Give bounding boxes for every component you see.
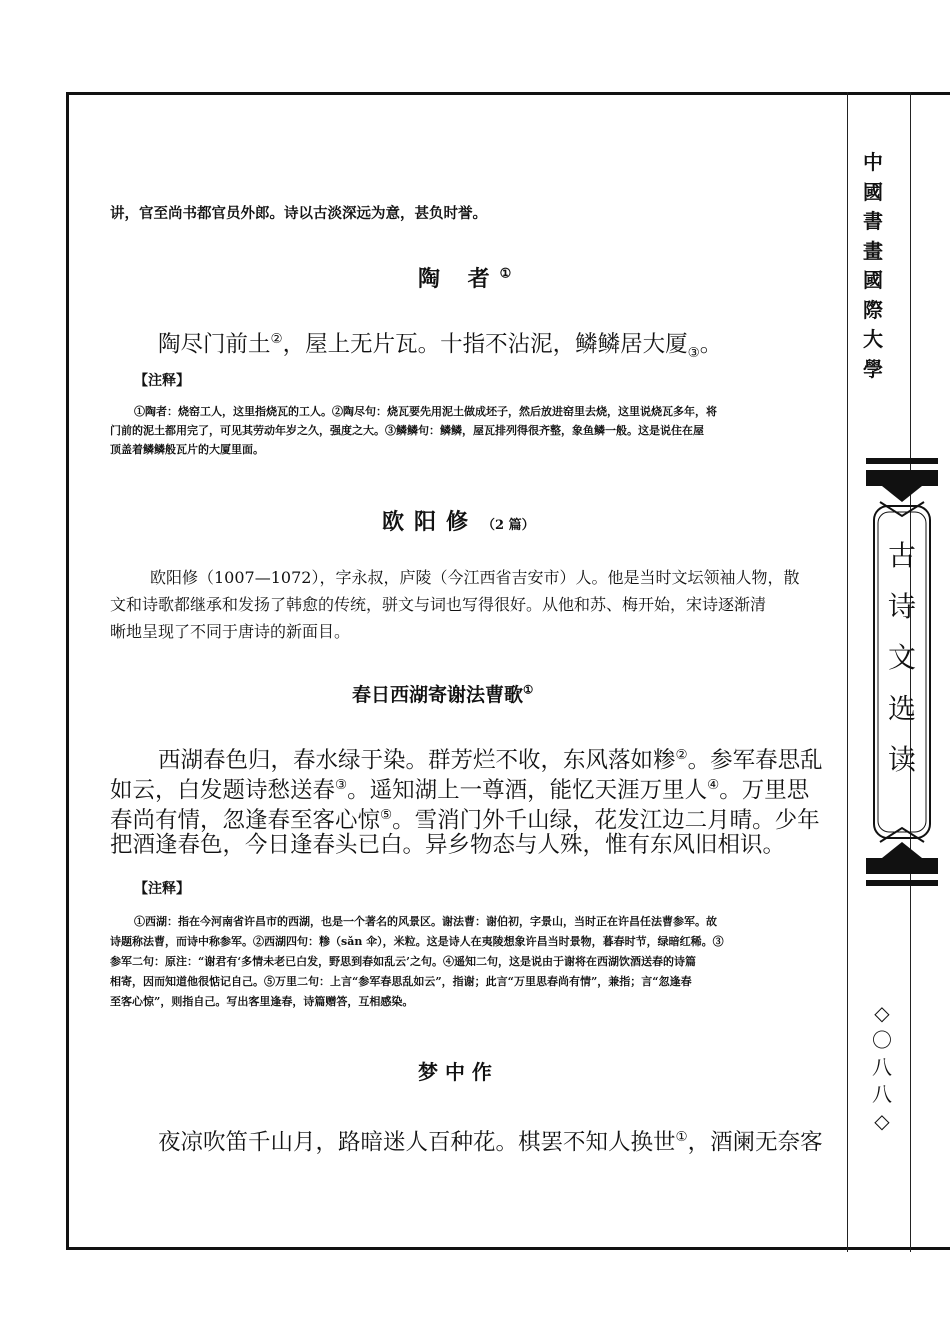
book-title-char: 中 bbox=[863, 150, 883, 174]
intro-tail: 讲，官至尚书都官员外郎。诗以古淡深远为意，甚负时誉。 bbox=[110, 205, 487, 222]
note-line: 至客心惊”，则指自己。写出客里逢春，诗篇赠答，互相感染。 bbox=[110, 995, 414, 1008]
book-title-char: 國 bbox=[863, 268, 883, 292]
note-line: ①西湖：指在今河南省许昌市的西湖，也是一个著名的风景区。谢法曹：谢伯初，字景山，当时正在许昌任法曹参军。故 bbox=[134, 915, 717, 928]
book-title-char: 際 bbox=[863, 297, 883, 322]
section-title-char: 古 bbox=[887, 539, 916, 572]
note-line: 相寄，因而知道他很惦记自己。⑤万里二句：上言“参军春思乱如云”，指谢；此言“万里思春尚有情”，兼指；言“忽逢春 bbox=[110, 975, 692, 988]
footnote-marker: ④ bbox=[707, 777, 720, 793]
notes-label: 【注释】 bbox=[134, 373, 190, 389]
section-title-char: 读 bbox=[887, 743, 916, 776]
footnote-marker: ③ bbox=[687, 345, 700, 361]
poem-title-text: 春日西湖寄谢法曹歌 bbox=[352, 684, 524, 706]
poem-line bbox=[158, 324, 722, 368]
book-title-char: 大 bbox=[863, 327, 883, 351]
footnote-marker: ① bbox=[675, 1129, 688, 1145]
page-number-char: 〇 bbox=[872, 1028, 892, 1052]
author-name: 欧阳修 bbox=[382, 509, 479, 535]
book-title-char: 國 bbox=[863, 179, 883, 204]
verse-text: 西湖春色归，春水绿于染。群芳烂不收，东风落如糁 bbox=[158, 747, 676, 774]
note-line: 诗题称法曹，而诗中称参军。②西湖四句：糁（sǎn 伞），米粒。这是诗人在夷陵想象许昌当时景物，暮春时节，绿暗红稀。③ bbox=[110, 935, 724, 948]
page-number-char: ◇ bbox=[874, 1109, 890, 1133]
footnote-marker: ① bbox=[499, 266, 522, 282]
verse-text: 。 bbox=[699, 331, 723, 358]
page-number-char: ◇ bbox=[874, 1001, 890, 1025]
note-line: ①陶者：烧窑工人，这里指烧瓦的工人。②陶尽句：烧瓦要先用泥土做成坯子，然后放进窑里去烧，这里说烧瓦多年，将 bbox=[134, 405, 717, 418]
book-title-char: 書 bbox=[863, 209, 883, 233]
section-title-char: 诗 bbox=[887, 590, 916, 623]
footnote-marker: ② bbox=[270, 331, 283, 347]
note-line: 顶盖着鳞鳞般瓦片的大厦里面。 bbox=[110, 443, 264, 456]
verse-text: 夜凉吹笛千山月，路暗迷人百种花。棋罢不知人换世 bbox=[158, 1129, 676, 1156]
book-title-char: 學 bbox=[863, 356, 883, 381]
footnote-marker: ① bbox=[523, 682, 534, 697]
poem-title bbox=[352, 680, 533, 707]
note-line: 参军二句：原注：“谢君有‘多情未老已白发，野思到春如乱云’之句。④遥知二句，这是说由于谢将在西湖饮酒送春的诗篇 bbox=[110, 955, 696, 968]
poem-line bbox=[158, 1122, 823, 1158]
verse-text: ，屋上无片瓦。十指不沾泥，鳞鳞居大厦 bbox=[282, 331, 688, 358]
verse-text: ，酒阑无奈客 bbox=[687, 1129, 823, 1156]
verse-text: 。遥知湖上一尊酒，能忆天涯万里人 bbox=[347, 777, 708, 804]
section-title-char: 选 bbox=[887, 692, 916, 725]
poem-title-text: 陶 者 bbox=[418, 266, 500, 292]
author-heading bbox=[382, 505, 535, 536]
verse-text: 陶尽门前土 bbox=[158, 331, 271, 358]
poem-title bbox=[418, 262, 522, 293]
section-title-char: 文 bbox=[887, 641, 916, 674]
verse-text: 春尚有情，忽逢春至客心惊 bbox=[110, 807, 381, 834]
poem-line: 把酒逢春色，今日逢春头已白。异乡物态与人殊，惟有东风旧相识。 bbox=[110, 832, 786, 858]
page-number-char: 八 bbox=[872, 1082, 892, 1106]
footnote-marker: ② bbox=[675, 747, 688, 763]
footnote-marker: ③ bbox=[335, 777, 348, 793]
verse-text: 。万里思 bbox=[719, 777, 810, 804]
note-line: 门前的泥土都用完了，可见其劳动年岁之久，强度之大。③鳞鳞句：鳞鳞，屋瓦排列得很齐整，象鱼鳞一般。这是说住在屋 bbox=[110, 424, 704, 437]
author-bio-line: 欧阳修（1007—1072），字永叔，庐陵（今江西省吉安市）人。他是当时文坛领袖人物，散 bbox=[150, 568, 800, 587]
verse-text: 。雪消门外千山绿，花发江边二月晴。少年 bbox=[392, 807, 820, 834]
verse-text: 如云，白发题诗愁送春 bbox=[110, 777, 336, 804]
notes-label: 【注释】 bbox=[134, 881, 190, 897]
author-bio-line: 文和诗歌都继承和发扬了韩愈的传统，骈文与词也写得很好。从他和苏、梅开始，宋诗逐渐清 bbox=[110, 595, 767, 614]
author-bio-line: 晰地呈现了不同于唐诗的新面目。 bbox=[110, 622, 351, 641]
poem-title: 梦 中 作 bbox=[418, 1060, 492, 1084]
footnote-marker: ⑤ bbox=[380, 807, 393, 823]
poem-count: （2 篇） bbox=[482, 518, 535, 533]
verse-text: 。参军春思乱 bbox=[687, 747, 823, 774]
page-number-char: 八 bbox=[872, 1055, 892, 1079]
book-title-char: 畫 bbox=[863, 238, 883, 263]
